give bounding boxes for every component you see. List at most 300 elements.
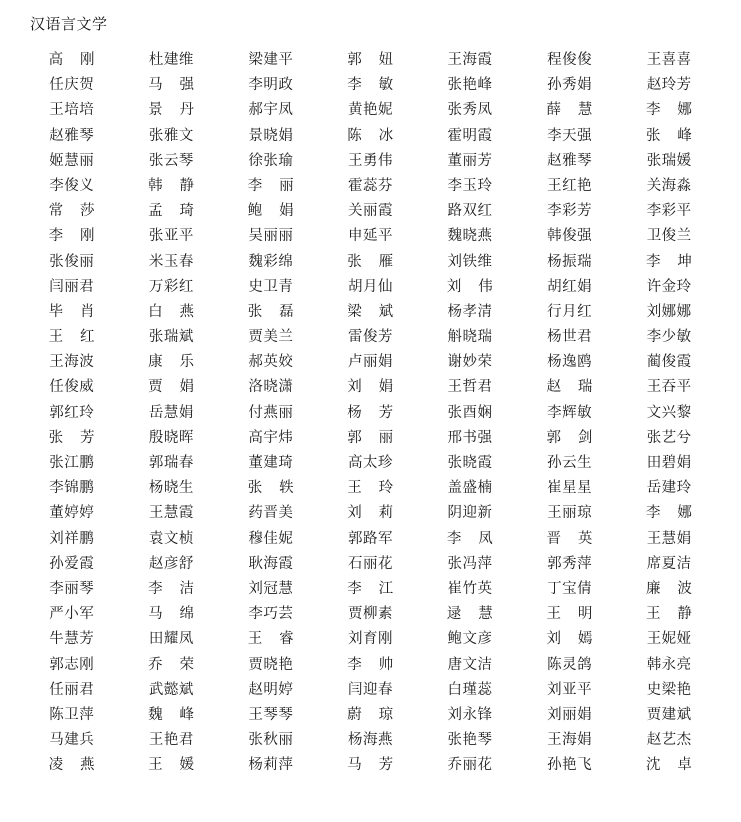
name-cell [321,426,421,451]
name-cell [619,98,719,123]
name-cell [122,350,222,375]
name-text: 沈卓 [646,757,693,774]
name-cell [321,552,421,577]
name-text: 赵雅琴 [49,127,95,144]
name-cell [520,224,620,249]
name-text: 张艳琴 [447,732,493,749]
name-text: 高太珍 [347,455,393,471]
name-text: 王丽琼 [547,505,593,522]
name-text: 李丽 [247,177,295,194]
name-text: 马建兵 [49,732,95,749]
name-text: 李帅 [347,656,394,673]
name-cell [420,476,520,501]
name-text: 程俊俊 [547,52,593,68]
name-text: 牛慧芳 [49,631,95,648]
name-text: 李凤 [446,530,494,547]
name-cell [221,678,321,703]
name-cell [122,73,222,98]
name-cell [619,275,719,300]
name-text: 景晓娟 [248,127,294,144]
name-cell [520,703,620,728]
name-text: 刘伟 [446,278,494,295]
name-cell [122,703,222,728]
name-text: 赵雅琴 [547,152,593,169]
name-cell [420,224,520,249]
name-cell [22,325,122,350]
name-text: 张秀凤 [447,102,493,119]
name-cell [321,401,421,426]
name-cell [520,577,620,602]
name-cell [22,224,122,249]
name-text: 李江 [347,580,394,597]
name-text: 史梁艳 [646,681,692,698]
name-text: 白瑾蕊 [447,681,493,698]
name-cell [420,728,520,753]
name-grid [0,48,741,778]
name-text: 任俊威 [49,379,95,396]
name-text: 崔竹英 [447,580,493,597]
name-cell [321,250,421,275]
name-text: 李彩芳 [547,203,593,220]
name-text: 黄艳妮 [347,102,393,119]
name-cell [420,678,520,703]
name-text: 王红艳 [547,177,593,194]
name-cell [420,753,520,778]
name-cell [420,275,520,300]
name-text: 雷俊芳 [347,329,393,346]
name-text: 刘嫣 [546,631,593,648]
name-cell [520,98,620,123]
name-text: 张江鹏 [49,455,95,471]
name-cell [22,250,122,275]
name-text: 廉波 [646,580,693,597]
name-text: 董婷婷 [49,505,95,522]
name-text: 张秋丽 [248,732,294,749]
name-cell [22,678,122,703]
name-text: 刘娜娜 [646,303,692,320]
name-text: 孙云生 [547,455,593,471]
name-cell [122,224,222,249]
name-text: 李敏 [347,77,394,94]
name-cell [221,577,321,602]
name-text: 王睿 [247,631,295,648]
name-cell [122,275,222,300]
name-text: 贾娟 [148,379,195,396]
name-cell [420,703,520,728]
name-cell [221,753,321,778]
name-cell [619,224,719,249]
name-cell [619,552,719,577]
name-text: 贾柳素 [347,606,393,623]
name-text: 陈冰 [347,127,394,144]
name-cell [520,401,620,426]
name-text: 赵艺杰 [646,732,692,749]
name-cell [221,426,321,451]
name-text: 刘永锋 [447,706,493,723]
name-text: 王慧霞 [148,505,194,522]
name-cell [520,124,620,149]
name-text: 王吞平 [646,379,692,396]
name-cell [221,73,321,98]
name-text: 魏彩绵 [248,253,294,270]
name-cell [122,627,222,652]
name-text: 田碧娟 [646,455,692,471]
name-cell [22,627,122,652]
name-cell [321,451,421,476]
name-text: 陈卫萍 [49,706,95,723]
name-text: 刘丽娟 [547,706,593,723]
name-cell [619,124,719,149]
name-text: 高宇炜 [248,429,294,446]
name-text: 郭秀萍 [547,555,593,572]
name-cell [520,753,620,778]
name-cell [619,174,719,199]
name-cell [321,174,421,199]
name-text: 杜建维 [148,52,194,68]
name-cell [321,325,421,350]
name-cell [619,350,719,375]
name-text: 史卫青 [248,278,294,295]
name-text: 杨晓生 [148,480,194,497]
name-text: 魏峰 [148,706,195,723]
name-cell [420,325,520,350]
name-text: 李天强 [547,127,593,144]
name-text: 付燕丽 [248,404,294,421]
name-text: 药晋美 [248,505,294,522]
name-text: 鲍娟 [247,203,295,220]
name-text: 贾美兰 [248,329,294,346]
name-cell [321,627,421,652]
name-text: 王媛 [148,757,195,774]
name-cell [619,501,719,526]
name-text: 张酉娴 [447,404,493,421]
name-text: 董建琦 [248,455,294,471]
name-text: 盖盛楠 [447,480,493,497]
name-cell [221,602,321,627]
name-cell [420,73,520,98]
name-text: 张晓霞 [447,455,493,471]
name-cell [22,602,122,627]
name-text: 霍明霞 [447,127,493,144]
name-cell [321,73,421,98]
name-cell [520,275,620,300]
name-cell [619,602,719,627]
name-text: 谢妙荣 [447,354,493,371]
name-text: 赵彦舒 [148,555,194,572]
name-cell [321,224,421,249]
name-cell [221,552,321,577]
name-text: 马绵 [148,606,195,623]
name-text: 鲍文彦 [447,631,493,648]
name-cell [520,552,620,577]
name-text: 关丽霞 [347,203,393,220]
name-cell [22,401,122,426]
name-text: 王红 [48,329,95,346]
name-text: 马芳 [347,757,394,774]
name-text: 孙秀娟 [547,77,593,94]
name-text: 赵瑞 [546,379,593,396]
name-cell [221,124,321,149]
name-text: 毕肖 [48,303,95,320]
name-cell [122,401,222,426]
name-cell [619,627,719,652]
name-text: 张艳峰 [447,77,493,94]
name-text: 石丽花 [347,555,393,572]
name-cell [22,350,122,375]
name-text: 许金玲 [646,278,692,295]
name-text: 梁建平 [248,52,294,68]
name-cell [619,401,719,426]
name-cell [122,552,222,577]
name-cell [619,653,719,678]
name-text: 王海波 [49,354,95,371]
name-cell [321,501,421,526]
name-cell [420,602,520,627]
name-text: 王艳君 [148,732,194,749]
name-cell [520,149,620,174]
name-text: 闫丽君 [49,278,95,295]
name-text: 王海霞 [447,52,493,68]
name-cell [22,300,122,325]
name-cell [122,300,222,325]
name-cell [122,174,222,199]
name-cell [22,149,122,174]
name-cell [321,199,421,224]
name-cell [420,375,520,400]
name-text: 李锦鹏 [49,480,95,497]
name-text: 张雁 [347,253,394,270]
name-cell [221,627,321,652]
name-cell [420,501,520,526]
name-cell [22,552,122,577]
name-cell [520,602,620,627]
name-text: 赵明婷 [248,681,294,698]
name-text: 穆佳妮 [248,530,294,547]
name-cell [22,275,122,300]
name-text: 王培培 [49,102,95,119]
name-cell [221,199,321,224]
name-cell [321,124,421,149]
name-text: 李明政 [248,77,294,94]
name-cell [619,753,719,778]
name-cell [22,728,122,753]
name-text: 武懿斌 [148,681,194,698]
name-text: 薛慧 [546,102,593,119]
name-cell [221,728,321,753]
name-text: 王哲君 [447,379,493,396]
name-text: 景丹 [148,102,195,119]
name-text: 阴迎新 [447,505,493,522]
name-text: 卫俊兰 [646,228,692,245]
page-title: 汉语言文学 [30,15,108,33]
name-cell [122,678,222,703]
name-text: 杨世君 [547,329,593,346]
name-cell [321,577,421,602]
name-cell [122,325,222,350]
name-text: 李俊义 [49,177,95,194]
name-text: 张轶 [247,480,295,497]
name-cell [22,375,122,400]
name-text: 李巧芸 [248,606,294,623]
name-text: 袁文桢 [148,530,194,547]
name-cell [420,48,520,73]
name-cell [420,149,520,174]
name-text: 胡月仙 [347,278,393,295]
name-cell [619,375,719,400]
name-cell [122,149,222,174]
name-cell [122,250,222,275]
name-text: 徐张瑜 [248,152,294,169]
name-text: 贾晓艳 [248,656,294,673]
name-cell [221,476,321,501]
name-cell [22,98,122,123]
name-cell [221,501,321,526]
name-text: 蔚琼 [347,706,394,723]
name-cell [321,300,421,325]
name-cell [221,149,321,174]
name-text: 乔荣 [148,656,195,673]
name-cell [221,325,321,350]
name-cell [321,275,421,300]
name-text: 刘娟 [347,379,394,396]
name-cell [520,627,620,652]
name-text: 刘亚平 [547,681,593,698]
name-text: 刘育刚 [347,631,393,648]
name-text: 李辉敏 [547,404,593,421]
name-cell [122,124,222,149]
name-cell [221,350,321,375]
name-text: 王明 [546,606,593,623]
name-text: 李少敏 [646,329,692,346]
name-text: 乔丽花 [447,757,493,774]
name-cell [221,275,321,300]
name-cell [420,451,520,476]
name-text: 郭志刚 [49,656,95,673]
name-text: 胡红娟 [547,278,593,295]
name-cell [22,527,122,552]
name-text: 杨逸鸥 [547,354,593,371]
name-text: 郭丽 [347,429,394,446]
name-cell [22,501,122,526]
name-text: 王慧娟 [646,530,692,547]
name-cell [520,199,620,224]
name-cell [420,124,520,149]
name-cell [22,577,122,602]
name-cell [520,476,620,501]
name-text: 魏晓燕 [447,228,493,245]
name-cell [520,250,620,275]
name-text: 殷晓晖 [148,429,194,446]
name-text: 关海淼 [646,177,692,194]
name-text: 郭路军 [347,530,393,547]
name-text: 闫迎春 [347,681,393,698]
name-cell [122,602,222,627]
name-cell [420,627,520,652]
name-cell [619,426,719,451]
name-text: 张俊丽 [49,253,95,270]
name-cell [619,149,719,174]
name-cell [321,653,421,678]
name-text: 杨莉萍 [248,757,294,774]
name-text: 李刚 [48,228,95,245]
name-text: 韩永亮 [646,656,692,673]
name-text: 郭剑 [546,429,593,446]
name-text: 吴丽丽 [248,228,294,245]
name-text: 洛晓潇 [248,379,294,396]
name-cell [619,703,719,728]
name-cell [122,375,222,400]
name-cell [221,224,321,249]
name-cell [221,401,321,426]
name-cell [520,375,620,400]
name-cell [420,527,520,552]
name-cell [122,451,222,476]
name-cell [520,174,620,199]
name-cell [22,124,122,149]
name-text: 孙爱霞 [49,555,95,572]
name-text: 王海娟 [547,732,593,749]
name-cell [619,250,719,275]
name-text: 唐文洁 [447,656,493,673]
name-cell [221,250,321,275]
name-cell [221,703,321,728]
name-cell [22,73,122,98]
name-text: 晋英 [546,530,593,547]
name-text: 张瑞斌 [148,329,194,346]
name-cell [221,98,321,123]
name-cell [122,653,222,678]
name-cell [520,426,620,451]
name-cell [520,451,620,476]
name-cell [520,73,620,98]
name-cell [619,300,719,325]
name-cell [321,375,421,400]
name-text: 王静 [646,606,693,623]
name-text: 张瑞媛 [646,152,692,169]
name-text: 王妮娅 [646,631,692,648]
name-text: 郭红玲 [49,404,95,421]
name-text: 任庆贺 [49,77,95,94]
name-text: 陈灵鸽 [547,656,593,673]
name-cell [221,174,321,199]
name-cell [520,325,620,350]
name-text: 路双红 [447,203,493,220]
name-text: 耿海霞 [248,555,294,572]
name-cell [520,728,620,753]
name-cell [22,426,122,451]
name-text: 刘莉 [347,505,394,522]
name-cell [520,501,620,526]
name-text: 张艺兮 [646,429,692,446]
name-text: 李彩平 [646,203,692,220]
name-cell [321,527,421,552]
name-cell [619,728,719,753]
name-text: 严小军 [49,606,95,623]
name-text: 康乐 [148,354,195,371]
name-text: 逯慧 [446,606,494,623]
name-text: 田耀凤 [148,631,194,648]
name-cell [420,98,520,123]
name-text: 张冯萍 [447,555,493,572]
name-text: 行月红 [547,303,593,320]
name-text: 张亚平 [148,228,194,245]
name-text: 崔星星 [547,480,593,497]
name-cell [619,678,719,703]
name-cell [122,728,222,753]
name-text: 王琴琴 [248,706,294,723]
name-text: 岳慧娟 [148,404,194,421]
name-cell [22,753,122,778]
